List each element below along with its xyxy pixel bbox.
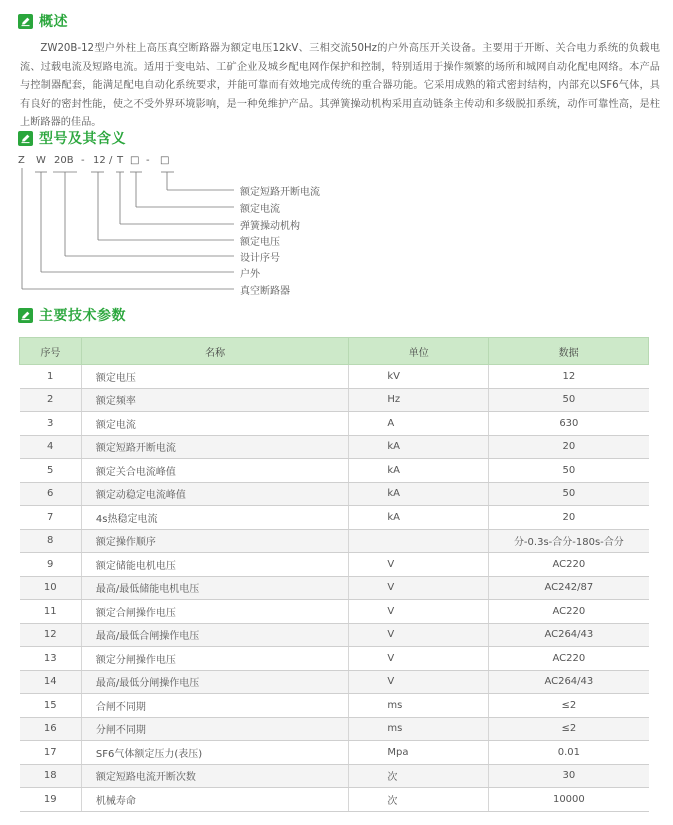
param-name: 额定电流 — [81, 412, 349, 436]
table-header-row — [20, 338, 649, 365]
param-name: 额定短路电流开断次数 — [81, 764, 349, 788]
param-value: AC264/43 — [489, 623, 649, 647]
row-index: 2 — [20, 388, 82, 412]
param-value: 0.01 — [489, 741, 649, 765]
technical-params-table — [19, 337, 649, 812]
param-value: AC242/87 — [489, 576, 649, 600]
code-part: - — [146, 155, 150, 166]
param-unit: kA — [349, 435, 489, 459]
param-unit: V — [349, 623, 489, 647]
param-value: 630 — [489, 412, 649, 436]
table-row — [20, 459, 649, 483]
code-part: □ — [160, 155, 170, 166]
param-value: 20 — [489, 435, 649, 459]
code-part: □ — [130, 155, 140, 166]
row-index: 17 — [20, 741, 82, 765]
table-row — [20, 717, 649, 741]
code-part: W — [36, 155, 46, 166]
param-unit: 次 — [349, 788, 489, 812]
table-row — [20, 576, 649, 600]
row-index: 7 — [20, 506, 82, 530]
row-index: 3 — [20, 412, 82, 436]
param-unit: kA — [349, 459, 489, 483]
row-index: 9 — [20, 553, 82, 577]
table-row — [20, 435, 649, 459]
column-header: 单位 — [349, 338, 489, 365]
row-index: 19 — [20, 788, 82, 812]
param-value: 50 — [489, 388, 649, 412]
column-header: 数据 — [489, 338, 649, 365]
table-row — [20, 764, 649, 788]
param-unit: A — [349, 412, 489, 436]
param-name: 最高/最低合闸操作电压 — [81, 623, 349, 647]
table-row — [20, 482, 649, 506]
param-value: 50 — [489, 482, 649, 506]
section-title: 型号及其含义 — [39, 131, 126, 147]
code-part: Z — [18, 155, 25, 166]
param-name: 额定频率 — [81, 388, 349, 412]
table-row — [20, 741, 649, 765]
row-index: 4 — [20, 435, 82, 459]
param-value: 分-0.3s-合分-180s-合分 — [489, 529, 649, 553]
param-value: AC220 — [489, 600, 649, 624]
param-name: 额定动稳定电流峰值 — [81, 482, 349, 506]
param-value: 30 — [489, 764, 649, 788]
param-name: 额定关合电流峰值 — [81, 459, 349, 483]
row-index: 18 — [20, 764, 82, 788]
column-header: 序号 — [20, 338, 82, 365]
param-unit: Hz — [349, 388, 489, 412]
table-row — [20, 694, 649, 718]
legend-item: 弹簧操动机构 — [240, 221, 300, 232]
table-row — [20, 600, 649, 624]
param-unit: V — [349, 670, 489, 694]
row-index: 14 — [20, 670, 82, 694]
legend-item: 真空断路器 — [240, 286, 290, 297]
param-name: 机械寿命 — [81, 788, 349, 812]
param-name: 额定储能电机电压 — [81, 553, 349, 577]
param-value: 12 — [489, 365, 649, 389]
table-row — [20, 529, 649, 553]
param-unit: V — [349, 576, 489, 600]
section-title: 主要技术参数 — [39, 308, 126, 324]
param-value: 10000 — [489, 788, 649, 812]
param-unit — [349, 529, 489, 553]
param-unit: Mpa — [349, 741, 489, 765]
legend-item: 额定短路开断电流 — [240, 187, 320, 198]
param-name: 额定电压 — [81, 365, 349, 389]
section-params-heading — [18, 305, 126, 325]
code-part: / — [109, 155, 113, 166]
legend-item: 户外 — [240, 269, 260, 280]
pencil-check-icon — [18, 308, 33, 323]
overview-paragraph: ZW20B-12型户外柱上高压真空断路器为额定电压12kV、三相交流50Hz的户外高压开关设备。主要用于开断、关合电力系统的负载电流、过载电流及短路电流。适用于变电站、工矿企业及城乡配电网作保护和控制，特别适用于操作频繁的场所和城网自动化配电网络。本产品与控制器配套，能满足配电自动化系统要求，并能可靠而有效地完成传统的重合器功能。它采用成熟的箱式密封结构，内部充以SF6气体，具有良好的密封性能，使之不受外界环境影响，是一种免维护产品。其弹簧操动机构采用直动链条主传动和多级脱扣系统，动作可靠性高，是柱上断路器的佳品。 — [20, 43, 660, 129]
param-value: 50 — [489, 459, 649, 483]
table-row — [20, 623, 649, 647]
code-part: 12 — [93, 155, 106, 166]
param-name: 最高/最低分闸操作电压 — [81, 670, 349, 694]
param-name: 合闸不同期 — [81, 694, 349, 718]
row-index: 16 — [20, 717, 82, 741]
param-name: 额定分闸操作电压 — [81, 647, 349, 671]
table-row — [20, 365, 649, 389]
table-row — [20, 506, 649, 530]
table-row — [20, 788, 649, 812]
param-unit: ms — [349, 694, 489, 718]
model-code-bracket-diagram — [0, 0, 673, 300]
table-row — [20, 412, 649, 436]
code-part: - — [81, 155, 85, 166]
param-unit: kA — [349, 506, 489, 530]
table-row — [20, 388, 649, 412]
row-index: 8 — [20, 529, 82, 553]
row-index: 10 — [20, 576, 82, 600]
param-name: 额定短路开断电流 — [81, 435, 349, 459]
param-name: SF6气体额定压力(表压) — [81, 741, 349, 765]
param-name: 最高/最低储能电机电压 — [81, 576, 349, 600]
code-part: T — [117, 155, 124, 166]
param-unit: kV — [349, 365, 489, 389]
param-unit: kA — [349, 482, 489, 506]
legend-item: 额定电压 — [240, 237, 280, 248]
table-row — [20, 670, 649, 694]
table-row — [20, 553, 649, 577]
section-title: 概述 — [39, 14, 68, 30]
param-unit: 次 — [349, 764, 489, 788]
param-name: 额定合闸操作电压 — [81, 600, 349, 624]
param-name: 4s热稳定电流 — [81, 506, 349, 530]
row-index: 6 — [20, 482, 82, 506]
param-value: 20 — [489, 506, 649, 530]
param-value: AC264/43 — [489, 670, 649, 694]
row-index: 15 — [20, 694, 82, 718]
row-index: 13 — [20, 647, 82, 671]
row-index: 5 — [20, 459, 82, 483]
param-name: 分闸不同期 — [81, 717, 349, 741]
row-index: 12 — [20, 623, 82, 647]
param-unit: V — [349, 553, 489, 577]
code-part: 20B — [54, 155, 74, 166]
column-header: 名称 — [81, 338, 349, 365]
param-value: AC220 — [489, 553, 649, 577]
param-unit: V — [349, 647, 489, 671]
table-row — [20, 647, 649, 671]
param-value: ≤2 — [489, 694, 649, 718]
legend-item: 设计序号 — [240, 253, 280, 264]
param-unit: V — [349, 600, 489, 624]
row-index: 1 — [20, 365, 82, 389]
param-unit: ms — [349, 717, 489, 741]
legend-item: 额定电流 — [240, 204, 280, 215]
param-value: AC220 — [489, 647, 649, 671]
param-name: 额定操作顺序 — [81, 529, 349, 553]
row-index: 11 — [20, 600, 82, 624]
param-value: ≤2 — [489, 717, 649, 741]
